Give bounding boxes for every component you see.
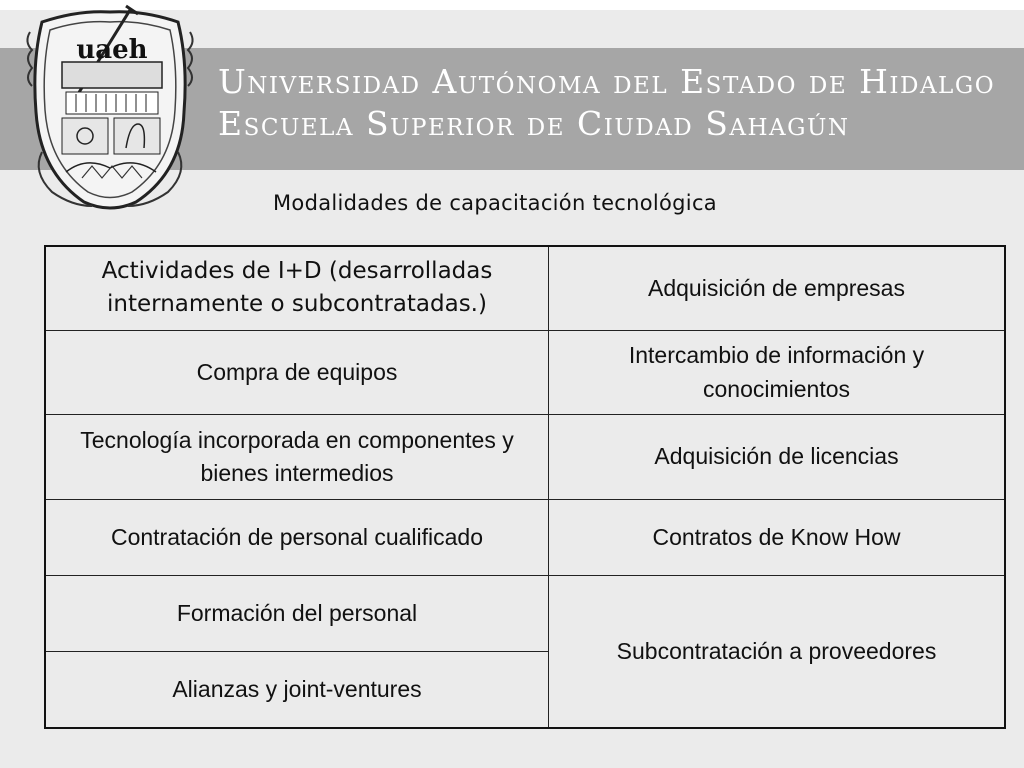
page-subtitle: Modalidades de capacitación tecnológica <box>273 191 717 215</box>
uaeh-seal-icon <box>22 2 198 216</box>
table-cell: Adquisición de licencias <box>549 415 1006 499</box>
table-cell: Adquisición de empresas <box>549 246 1006 330</box>
table-cell: Contratación de personal cualificado <box>45 499 549 575</box>
table-row <box>45 415 1005 499</box>
table-row <box>45 246 1005 330</box>
university-name: Universidad Autónoma del Estado de Hidalgo <box>218 62 996 101</box>
modalities-table <box>44 245 1006 729</box>
table-row <box>45 499 1005 575</box>
table-row <box>45 330 1005 414</box>
table-cell: Tecnología incorporada en componentes y bienes intermedios <box>45 415 549 499</box>
table-cell: Actividades de I+D (desarrolladas internamente o subcontratadas.) <box>45 246 549 330</box>
table-cell: Contratos de Know How <box>549 499 1006 575</box>
table-cell: Compra de equipos <box>45 330 549 414</box>
table-row <box>45 575 1005 651</box>
table-cell: Formación del personal <box>45 575 549 651</box>
school-name: Escuela Superior de Ciudad Sahagún <box>218 104 850 143</box>
table-cell: Intercambio de información y conocimientos <box>549 330 1006 414</box>
seal-lettering: uaeh <box>76 35 148 65</box>
table-cell: Alianzas y joint-ventures <box>45 652 549 728</box>
table-cell: Subcontratación a proveedores <box>549 575 1006 728</box>
